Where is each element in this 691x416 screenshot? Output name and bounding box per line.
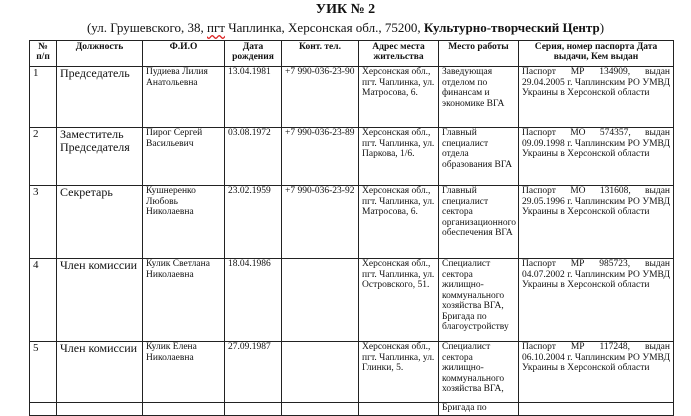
birth-date-cell: 03.08.1972 (225, 128, 282, 186)
phone-cell: +7 990-036-23-92 (282, 186, 359, 259)
position-cell: Член комиссии (57, 342, 143, 403)
name-cell (143, 403, 225, 416)
phone-cell (282, 259, 359, 342)
row-number: 4 (30, 259, 57, 342)
address-cell (359, 403, 439, 416)
commission-table (29, 40, 674, 416)
address-cell: Херсонская обл., пгт. Чаплинка, ул. Матросова, 6. (359, 186, 439, 259)
workplace-cell: Специалист сектора жилищно-коммунального хозяйства ВГА, (439, 342, 519, 403)
address-cell: Херсонская обл., пгт. Чаплинка, ул. Паркова, 1/6. (359, 128, 439, 186)
position-cell: Заместитель Председателя (57, 128, 143, 186)
subtitle-mid: Чаплинка, Херсонская обл., 75200, (224, 20, 424, 35)
passport-cell (519, 403, 674, 416)
row-number: 3 (30, 186, 57, 259)
table-row (30, 128, 674, 186)
subtitle-venue: Культурно-творческий Центр (423, 20, 600, 35)
workplace-cell: Бригада по (439, 403, 519, 416)
passport-cell: Паспорт МР 117248, выдан 06.10.2004 г. Чаплинским РО УМВД Украины в Херсонской области (519, 342, 674, 403)
position-cell: Председатель (57, 67, 143, 128)
name-cell: Пудиева Лилия Анатольевна (143, 67, 225, 128)
col-header-passport: Серия, номер паспорта Дата выдачи, Кем выдан (519, 41, 674, 67)
passport-cell: Паспорт МО 574357, выдан 09.09.1998 г. Чаплинским РО УМВД Украины в Херсонской области (519, 128, 674, 186)
phone-cell: +7 990-036-23-89 (282, 128, 359, 186)
col-header-work: Место работы (439, 41, 519, 67)
position-cell (57, 403, 143, 416)
passport-cell: Паспорт МО 131608, выдан 29.05.1996 г. Чаплинским РО УМВД Украины в Херсонской области (519, 186, 674, 259)
row-number: 5 (30, 342, 57, 403)
workplace-cell: Главный специалист отдела образования ВГА (439, 128, 519, 186)
name-cell: Кушнеренко Любовь Николаевна (143, 186, 225, 259)
address-cell: Херсонская обл., пгт. Чаплинка, ул. Глинки, 5. (359, 342, 439, 403)
workplace-cell: Специалист сектора жилищно-коммунального хозяйства ВГА, Бригада по благоустройству (439, 259, 519, 342)
birth-date-cell (225, 403, 282, 416)
col-header-num: № п/п (30, 41, 57, 67)
subtitle-end: ) (599, 20, 605, 35)
birth-date-cell: 23.02.1959 (225, 186, 282, 259)
subtitle-underlined-word: пгт (207, 20, 225, 35)
address-cell: Херсонская обл., пгт. Чаплинка, ул. Островского, 51. (359, 259, 439, 342)
name-cell: Пирог Сергей Васильевич (143, 128, 225, 186)
passport-cell: Паспорт МР 134909, выдан 29.04.2005 г. Чаплинским РО УМВД Украины в Херсонской области (519, 67, 674, 128)
row-number: 2 (30, 128, 57, 186)
phone-cell (282, 342, 359, 403)
row-number: 1 (30, 67, 57, 128)
passport-cell: Паспорт МР 985723, выдан 04.07.2002 г. Чаплинским РО УМВД Украины в Херсонской области (519, 259, 674, 342)
table-row (30, 67, 674, 128)
name-cell: Кулик Елена Николаевна (143, 342, 225, 403)
col-header-address: Адрес места жительства (359, 41, 439, 67)
workplace-cell: Главный специалист сектора организационного обеспечения ВГА (439, 186, 519, 259)
position-cell: Член комиссии (57, 259, 143, 342)
table-row (30, 186, 674, 259)
document-title: УИК № 2 (315, 2, 376, 17)
col-header-birth: Дата рождения (225, 41, 282, 67)
table-row (30, 342, 674, 403)
birth-date-cell: 18.04.1986 (225, 259, 282, 342)
table-header-row (30, 41, 674, 67)
birth-date-cell: 13.04.1981 (225, 67, 282, 128)
workplace-cell: Заведующая отделом по финансам и экономике ВГА (439, 67, 519, 128)
subtitle-prefix: (ул. Грушевского, 38, (86, 20, 207, 35)
table-row (30, 259, 674, 342)
table-row (30, 403, 674, 416)
phone-cell (282, 403, 359, 416)
col-header-phone: Конт. тел. (282, 41, 359, 67)
position-cell: Секретарь (57, 186, 143, 259)
birth-date-cell: 27.09.1987 (225, 342, 282, 403)
phone-cell: +7 990-036-23-90 (282, 67, 359, 128)
document-subtitle (0, 20, 691, 36)
name-cell: Кулик Светлана Николаевна (143, 259, 225, 342)
col-header-position: Должность (57, 41, 143, 67)
col-header-name: Ф.И.О (143, 41, 225, 67)
address-cell: Херсонская обл., пгт. Чаплинка, ул. Матросова, 6. (359, 67, 439, 128)
row-number (30, 403, 57, 416)
